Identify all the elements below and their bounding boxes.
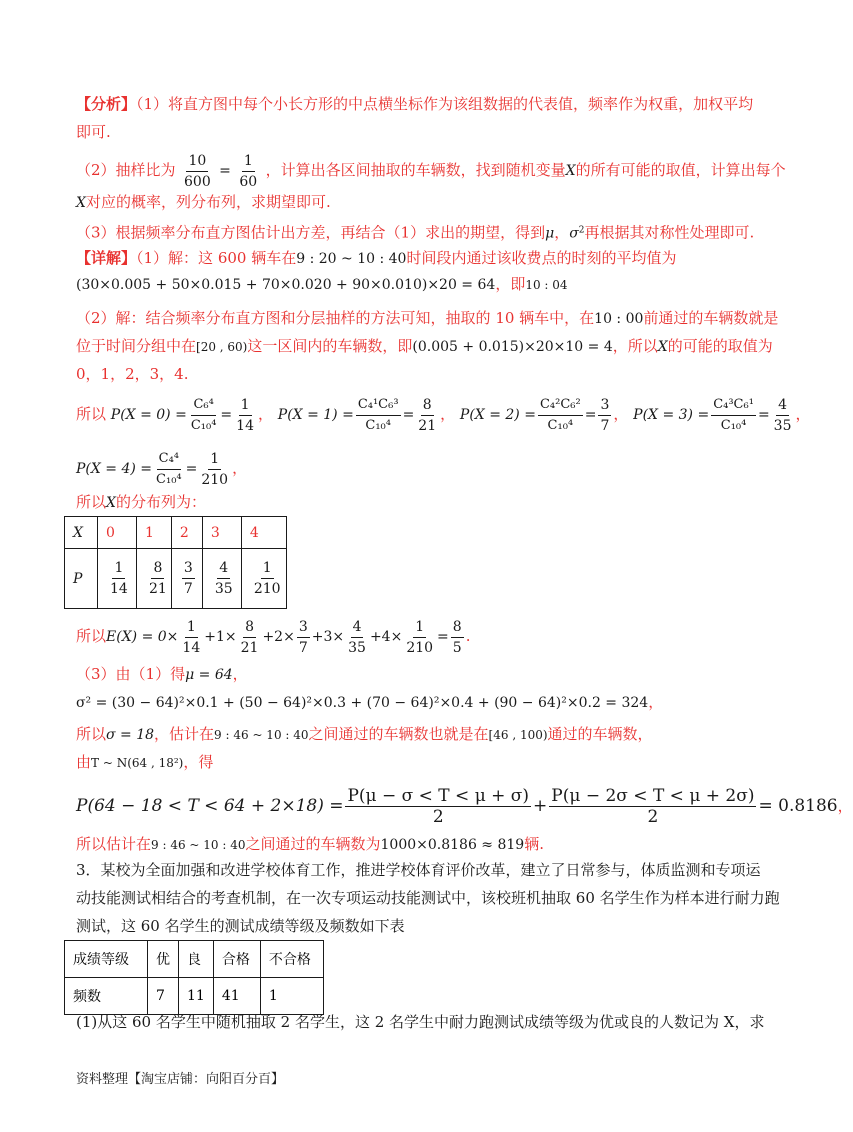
prob-4: P(X = 4) = $\frac{\text{C₄⁴}}{\text{C₁₀⁴}}$ = $\frac{1}{210}$ [76,450,229,488]
detail-line-1: 【详解】（1）解：这 600 辆车在9 : 20 ~ 10 : 40时间段内通过该收费点的时刻的平均值为 [76,249,677,267]
part3-line-4: 由T ~ N(64 , 18²)，得 [76,753,214,771]
grade-table [64,940,324,1015]
part3-variance: σ² = (30 − 64)²×0.1 + (50 − 64)²×0.3 + (70 − 64)²×0.4 + (90 − 64)²×0.2 = 324， [76,693,664,711]
part3-line-1: （3）由（1）得μ = 64， [76,665,248,683]
question3-line-2: 动技能测试相结合的考查机制，在一次专项运动技能测试中，该校班机抽取 60 名学生作为样本进行耐力跑 [76,889,780,907]
question3-line-1: 3．某校为全面加强和改进学校体育工作，推进学校体育评价改革，建立了日常参与，体质监测和专项运 [76,861,761,879]
grade-table-row: 频数 7 11 41 1 [65,978,324,1015]
footer-text: 资料整理【淘宝店铺：向阳百分百】 [76,1072,285,1087]
distribution-table-row-x: X 0 1 2 3 4 [65,517,287,549]
sampling-fraction-2: $\frac{1}{60}$ [239,152,258,190]
expectation-line: 所以E(X) = 0× $\frac{1}{14}$ +1× $\frac{8}{21}$ +2× $\frac{3}{7}$ +3× $\frac{4}{35}$ +4× $\frac{1}{210}$ = $\frac{8}{5}$ . [76,618,471,656]
prob-0: P(X = 0) = $\frac{\text{C₆⁴}}{\text{C₁₀⁴}}$ = $\frac{1}{14}$ [110,396,254,434]
part3-final: 所以估计在9 : 46 ~ 10 : 40之间通过的车辆数为1000×0.8186 ≈ 819辆. [76,835,544,853]
sampling-fraction-1: $\frac{10}{600}$ [184,152,211,190]
analysis-line-2: 即可. [76,123,111,141]
question3-line-3: 测试，这 60 名学生的测试成绩等级及频数如下表 [76,917,405,935]
prob-1: P(X = 1) = $\frac{\text{C₄¹C₆³}}{\text{C₁₀⁴}}$ = $\frac{8}{21}$ [277,396,437,434]
prob-2: P(X = 2) = $\frac{\text{C₄²C₆²}}{\text{C₁₀⁴}}$ = $\frac{3}{7}$ [459,396,610,434]
detail-line-3: （2）解：结合频率分布直方图和分层抽样的方法可知，抽取的 10 辆车中，在10 : 00前通过的车辆数就是 [76,309,779,327]
detail-label: 【详解】 [76,249,137,267]
part3-line-3: 所以σ = 18，估计在9 : 46 ~ 10 : 40之间通过的车辆数也就是在[46 , 100)通过的车辆数， [76,725,653,743]
analysis-line-5: （3）根据频率分布直方图估计出方差，再结合（1）求出的期望，得到μ，$\sigma^2$再根据其对称性处理即可. [76,223,755,242]
probabilities-row-2: P(X = 4) = $\frac{\text{C₄⁴}}{\text{C₁₀⁴}}$ = $\frac{1}{210}$ ， [76,450,248,488]
analysis-line-4: X对应的概率，列分布列，求期望即可. [76,193,331,211]
probabilities-row-1: 所以 P(X = 0) = $\frac{\text{C₆⁴}}{\text{C₁₀⁴}}$ = $\frac{1}{14}$ ， P(X = 1) = $\frac{\text{C₄¹C₆³}}{\text{C₁₀⁴}}$ = $\frac{8}{21}$ ， P(X = 2) = $\frac{\text{C₄²C₆²}}{\text{C₁₀⁴}}$ = $\frac{3}{7}$ ， P(X = 3) = $\frac{\text{C₄³C₆¹}}{\text{C₁₀⁴}}$ = $\frac{4}{35}$ ， [76,396,811,434]
analysis-line-1: 【分析】（1）将直方图中每个小长方形的中点横坐标作为该组数据的代表值，频率作为权重，加权平均 [76,95,754,113]
grade-table-header: 成绩等级 优 良 合格 不合格 [65,941,324,978]
distribution-table [64,516,287,609]
detail-line-5: 0，1，2，3，4. [76,365,189,383]
prob-3: P(X = 3) = $\frac{\text{C₄³C₆¹}}{\text{C₁₀⁴}}$ = $\frac{4}{35}$ [633,396,792,434]
analysis-line-3: （2）抽样比为 $\frac{10}{600}$ = $\frac{1}{60}$ ，计算出各区间抽取的车辆数，找到随机变量X的所有可能的取值，计算出每个 [76,152,786,190]
detail-line-2: (30×0.005 + 50×0.015 + 70×0.020 + 90×0.010)×20 = 64，即10 : 04 [76,275,568,293]
question3-sub1: (1)从这 60 名学生中随机抽取 2 名学生，这 2 名学生中耐力跑测试成绩等级为优或良的人数记为 X，求 [76,1013,765,1031]
detail-line-4: 位于时间分组中在[20 , 60)这一区间内的车辆数，即(0.005 + 0.015)×20×10 = 4，所以X的可能的取值为 [76,337,773,355]
part3-big-formula: P(64 − 18 < T < 64 + 2×18) = $\frac{P(\mu - \sigma < T < \mu + \sigma)}{2}$ + $\frac{P(\mu - 2\sigma < T < \mu + 2\sigma)}{2}$ = 0.8186， [76,786,853,827]
distribution-table-row-p: P $\frac{1}{14}$ $\frac{8}{21}$ $\frac{3}{7}$ $\frac{4}{35}$ $\frac{1}{210}$ [65,549,287,609]
analysis-label: 【分析】 [76,95,137,113]
distribution-caption: 所以X的分布列为： [76,493,206,511]
